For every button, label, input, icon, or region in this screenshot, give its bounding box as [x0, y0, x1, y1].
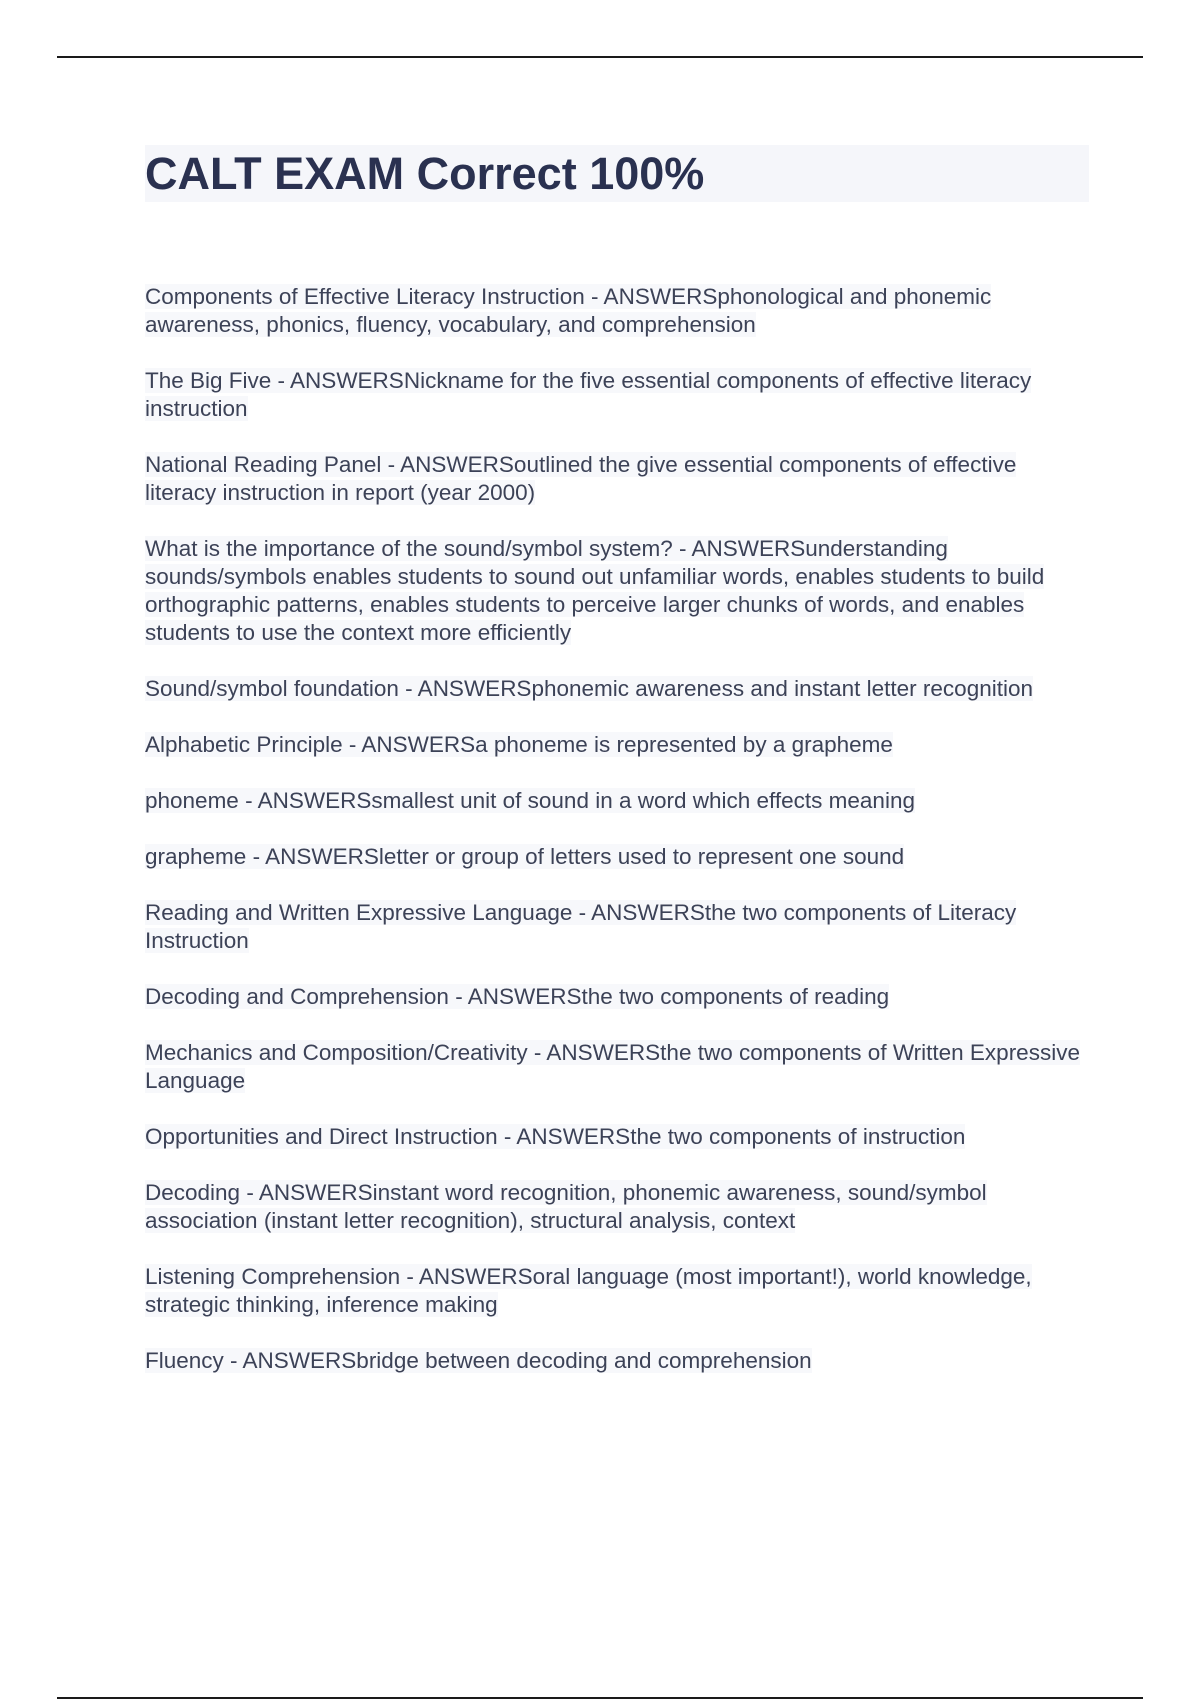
qa-entry-text: National Reading Panel - ANSWERSoutlined the give essential components of effective literacy instruction in report (year 2000)	[145, 452, 1017, 505]
qa-entry	[145, 535, 1089, 647]
bottom-divider	[57, 1697, 1143, 1699]
qa-entry-text: phoneme - ANSWERSsmallest unit of sound in a word which effects meaning	[145, 788, 915, 813]
qa-entry-text: Mechanics and Composition/Creativity - ANSWERSthe two components of Written Expressive Language	[145, 1040, 1080, 1093]
qa-entry-text: Reading and Written Expressive Language - ANSWERSthe two components of Literacy Instruction	[145, 900, 1017, 953]
qa-entry-text: Fluency - ANSWERSbridge between decoding and comprehension	[145, 1348, 812, 1373]
qa-entry	[145, 1039, 1089, 1095]
qa-entry	[145, 1347, 1089, 1375]
qa-entry	[145, 283, 1089, 339]
qa-entry	[145, 1179, 1089, 1235]
qa-entry-text: Decoding and Comprehension - ANSWERSthe two components of reading	[145, 984, 890, 1009]
qa-entry	[145, 367, 1089, 423]
qa-entry	[145, 1263, 1089, 1319]
qa-entry-text: Decoding - ANSWERSinstant word recognition, phonemic awareness, sound/symbol association (instant letter recognition), structural analysis, context	[145, 1180, 987, 1233]
qa-entry	[145, 731, 1089, 759]
page-title: CALT EXAM Correct 100%	[145, 148, 705, 199]
qa-entry-text: Sound/symbol foundation - ANSWERSphonemic awareness and instant letter recognition	[145, 676, 1033, 701]
qa-entry	[145, 843, 1089, 871]
qa-entry	[145, 983, 1089, 1011]
top-divider	[57, 56, 1143, 58]
qa-entry	[145, 899, 1089, 955]
qa-entry	[145, 451, 1089, 507]
qa-entry	[145, 787, 1089, 815]
qa-entry-text: Listening Comprehension - ANSWERSoral language (most important!), world knowledge, strategic thinking, inference making	[145, 1264, 1032, 1317]
qa-entry-text: What is the importance of the sound/symbol system? - ANSWERSunderstanding sounds/symbols enables students to sound out unfamiliar words, enables students to build orthographic patterns, enables students to perceive larger chunks of words, and enables students to use the context more efficiently	[145, 536, 1045, 645]
qa-entry	[145, 1123, 1089, 1151]
qa-entry-text: grapheme - ANSWERSletter or group of letters used to represent one sound	[145, 844, 905, 869]
qa-entry-text: Opportunities and Direct Instruction - ANSWERSthe two components of instruction	[145, 1124, 966, 1149]
qa-entry-text: Alphabetic Principle - ANSWERSa phoneme is represented by a grapheme	[145, 732, 893, 757]
qa-entry-text: The Big Five - ANSWERSNickname for the five essential components of effective literacy instruction	[145, 368, 1032, 421]
qa-entry	[145, 675, 1089, 703]
qa-entry-text: Components of Effective Literacy Instruction - ANSWERSphonological and phonemic awareness, phonics, fluency, vocabulary, and comprehension	[145, 284, 992, 337]
qa-list	[145, 283, 1089, 1403]
